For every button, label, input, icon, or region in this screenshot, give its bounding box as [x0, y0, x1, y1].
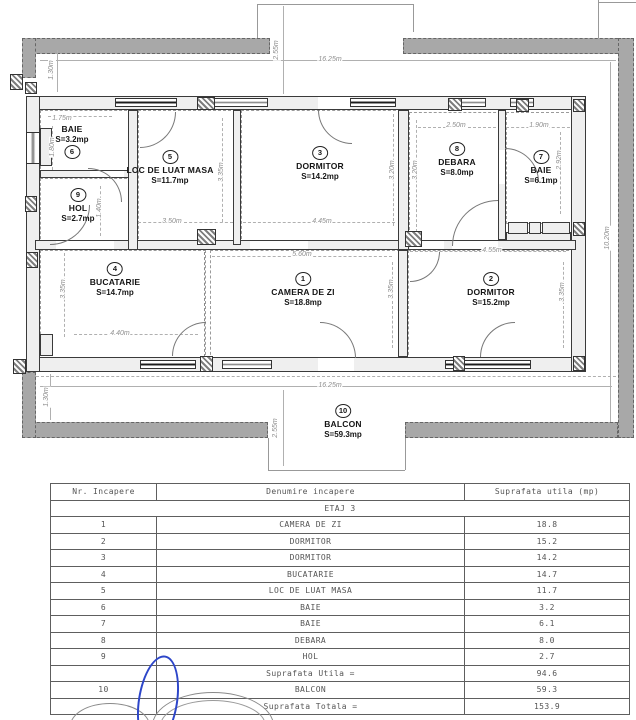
bath-fixture	[542, 222, 570, 234]
wall-dorm3-debara	[398, 110, 409, 250]
parapet-left-lower	[22, 372, 36, 438]
room-label-dormitor-3	[296, 146, 344, 181]
cell-nr: 5	[100, 586, 107, 595]
bath-fixture	[529, 222, 541, 234]
terrace-outline	[598, 2, 636, 3]
room-area: S=15.2mp	[472, 298, 510, 307]
dim-label: 5.60m	[292, 251, 312, 258]
wall-pier	[573, 356, 585, 371]
cell-nr	[51, 666, 156, 682]
room-number-badge: 6	[64, 145, 80, 159]
wall-pier	[197, 97, 215, 110]
col-header-denumire: Denumire incapere	[156, 484, 464, 500]
room-number-badge: 5	[162, 150, 178, 164]
cell-name: DORMITOR	[156, 550, 464, 566]
dim-label: 3.35m	[60, 279, 67, 299]
kitchen-fixture	[40, 334, 53, 356]
door-opening-terrace	[318, 97, 350, 109]
cell-nr: 4	[100, 569, 107, 579]
cell-area: 18.8	[464, 517, 629, 533]
room-name: DORMITOR	[296, 161, 344, 171]
room-area: S=11.7mp	[151, 176, 189, 185]
cell-area: 11.7	[464, 583, 629, 599]
cell-nr: 3	[100, 553, 107, 562]
room-label-baie-6	[55, 124, 88, 159]
room-label-loc-de-luat-masa-5	[126, 150, 213, 185]
table-row	[51, 516, 629, 533]
dim-label: 1.30m	[48, 60, 55, 80]
room-name: BAIE	[61, 124, 83, 134]
cell-area: 153.9	[464, 699, 629, 715]
balcony-floor-line	[36, 376, 616, 377]
room-name: DORMITOR	[467, 287, 515, 297]
room-label-hol-9	[61, 188, 94, 223]
window	[350, 98, 396, 107]
dim-label: 3.20m	[389, 160, 396, 180]
cell-area: 15.2	[464, 534, 629, 550]
dimension-line	[57, 50, 58, 92]
cell-name: LOC DE LUAT MASA	[156, 583, 464, 599]
wall-pier	[516, 99, 529, 112]
wall-pier	[453, 356, 465, 371]
terrace-outline	[413, 4, 414, 32]
cell-nr: 10	[98, 685, 109, 694]
cell-name: BAIE	[156, 616, 464, 632]
cell-area: 94.6	[464, 666, 629, 682]
table-row	[51, 582, 629, 599]
wall-pier	[200, 356, 213, 372]
cell-name: CAMERA DE ZI	[156, 517, 464, 533]
dim-label: 3.35m	[559, 282, 566, 302]
table-row-subtotal	[51, 665, 629, 682]
room-name: BUCATARIE	[89, 277, 141, 287]
wall-camera-dorm2	[398, 250, 408, 357]
wall-pier	[25, 196, 37, 212]
room-label-dormitor-2	[467, 272, 515, 307]
dim-label: 2.55m	[272, 418, 279, 438]
balcony-outline	[268, 438, 269, 470]
table-row	[51, 599, 629, 616]
room-number-badge: 4	[107, 262, 123, 276]
room-area: S=59.3mp	[324, 430, 362, 439]
table-row	[51, 533, 629, 550]
cell-nr: 6	[100, 602, 107, 612]
parapet-right	[618, 38, 634, 438]
wall-pier	[25, 82, 37, 94]
table-header-row	[51, 484, 629, 500]
room-area: S=2.7mp	[61, 214, 95, 223]
dim-label: 16.25m	[318, 382, 342, 389]
parapet-top-left	[22, 38, 270, 54]
terrace-outline	[598, 0, 599, 38]
table-row	[51, 648, 629, 665]
room-area: S=14.7mp	[96, 288, 134, 297]
dim-label: 2.55m	[273, 40, 280, 60]
room-name: BAIE	[530, 165, 552, 175]
cell-name: HOL	[156, 649, 464, 665]
dim-label: 3.35m	[218, 162, 225, 182]
table-section-row	[51, 500, 629, 517]
dim-label: 3.35m	[388, 279, 395, 299]
dimension-line	[283, 390, 284, 466]
wall-pier	[13, 359, 26, 374]
terrace-outline	[257, 4, 258, 40]
table-row	[51, 566, 629, 583]
room-label-debara-8	[438, 142, 476, 177]
room-name: CAMERA DE ZI	[271, 287, 335, 297]
balcony-outline	[268, 470, 405, 471]
dimension-line	[283, 6, 284, 94]
section-label: ETAJ 3	[324, 503, 356, 513]
cell-name: BALCON	[156, 682, 464, 698]
door-opening-camera	[250, 241, 308, 249]
room-number-badge: 10	[335, 404, 351, 418]
balcony-outline	[405, 438, 406, 470]
cell-nr: 7	[100, 619, 107, 628]
room-name: BALCON	[324, 419, 362, 429]
cell-area: 14.7	[464, 567, 629, 583]
cell-name: Suprafata Totala =	[156, 699, 464, 715]
cell-area: 8.0	[464, 633, 629, 649]
room-area: S=8.0mp	[440, 168, 474, 177]
dim-label: 4.45m	[312, 218, 332, 225]
dim-label: 10.20m	[604, 226, 611, 250]
room-number-badge: 3	[312, 146, 328, 160]
dim-label: 16.25m	[318, 56, 342, 63]
dim-label: 1.80m	[49, 137, 56, 157]
parapet-bottom-right	[405, 422, 618, 438]
cell-area: 6.1	[464, 616, 629, 632]
wall-pier	[26, 252, 38, 268]
table-row	[51, 615, 629, 632]
parapet-top-right	[403, 38, 628, 54]
dimension-line	[563, 262, 564, 348]
cell-nr: 8	[100, 635, 107, 645]
dim-label: 1.75m	[52, 115, 72, 122]
dim-label: 1.30m	[43, 387, 50, 407]
dim-label: 3.20m	[412, 160, 419, 180]
room-label-balcon-10	[324, 404, 362, 439]
room-number-badge: 1	[295, 272, 311, 286]
terrace-outline	[257, 4, 413, 5]
wall-pier	[448, 98, 462, 111]
dimension-line	[560, 132, 561, 214]
cell-nr: 9	[100, 652, 107, 661]
dim-label: 4.40m	[110, 330, 130, 337]
window	[222, 360, 272, 369]
dimension-line	[392, 262, 393, 348]
window	[115, 98, 177, 107]
dim-label: 3.50m	[162, 218, 182, 225]
dim-label: 4.55m	[482, 247, 502, 254]
dim-label: 1.90m	[529, 122, 549, 129]
cell-name: BAIE	[156, 600, 464, 616]
areas-table	[50, 483, 630, 715]
dim-label: 2.50m	[446, 122, 466, 129]
wall-pier	[573, 99, 585, 112]
room-label-bucatarie-4	[90, 262, 141, 297]
dim-label: 2.92m	[556, 150, 563, 170]
room-name: LOC DE LUAT MASA	[126, 165, 214, 175]
cell-area: 59.3	[464, 682, 629, 698]
room-area: S=14.2mp	[301, 172, 339, 181]
room-name: HOL	[68, 203, 88, 213]
window	[26, 132, 40, 164]
cell-area: 3.2	[464, 600, 629, 616]
cell-area: 2.7	[464, 649, 629, 665]
dim-label: 1.40m	[96, 198, 103, 218]
cell-name: BUCATARIE	[156, 567, 464, 583]
col-header-nr: Nr. Incapere	[72, 487, 135, 496]
table-row	[51, 632, 629, 649]
wall-pier	[10, 74, 23, 90]
room-name: DEBARA	[438, 157, 476, 167]
room-area: S=3.2mp	[55, 135, 89, 144]
cell-nr: 1	[100, 520, 107, 529]
cell-name: Suprafata Utila =	[156, 666, 464, 682]
table-row	[51, 549, 629, 566]
door-opening-balcony	[318, 358, 354, 371]
room-number-badge: 7	[533, 150, 549, 164]
room-label-baie-7	[524, 150, 557, 185]
wall-loc-dorm3	[233, 110, 241, 245]
room-number-badge: 2	[483, 272, 499, 286]
cell-name: DORMITOR	[156, 534, 464, 550]
window	[140, 360, 196, 369]
dimension-line	[138, 222, 233, 223]
room-area: S=18.8mp	[284, 298, 322, 307]
col-header-suprafata: Suprafata utila (mp)	[464, 484, 629, 500]
bath-fixture	[508, 222, 528, 234]
wall-pier	[405, 231, 422, 247]
room-number-badge: 9	[70, 188, 86, 202]
wall-pier	[573, 222, 585, 236]
room-label-camera-de-zi-1	[271, 272, 334, 307]
cell-name: DEBARA	[156, 633, 464, 649]
parapet-left-upper	[22, 38, 36, 78]
parapet-bottom-left	[22, 422, 268, 438]
cell-area: 14.2	[464, 550, 629, 566]
cell-nr: 2	[100, 536, 107, 546]
room-number-badge: 8	[449, 142, 465, 156]
room-area: S=6.1mp	[524, 176, 558, 185]
wall-pier	[197, 229, 216, 245]
